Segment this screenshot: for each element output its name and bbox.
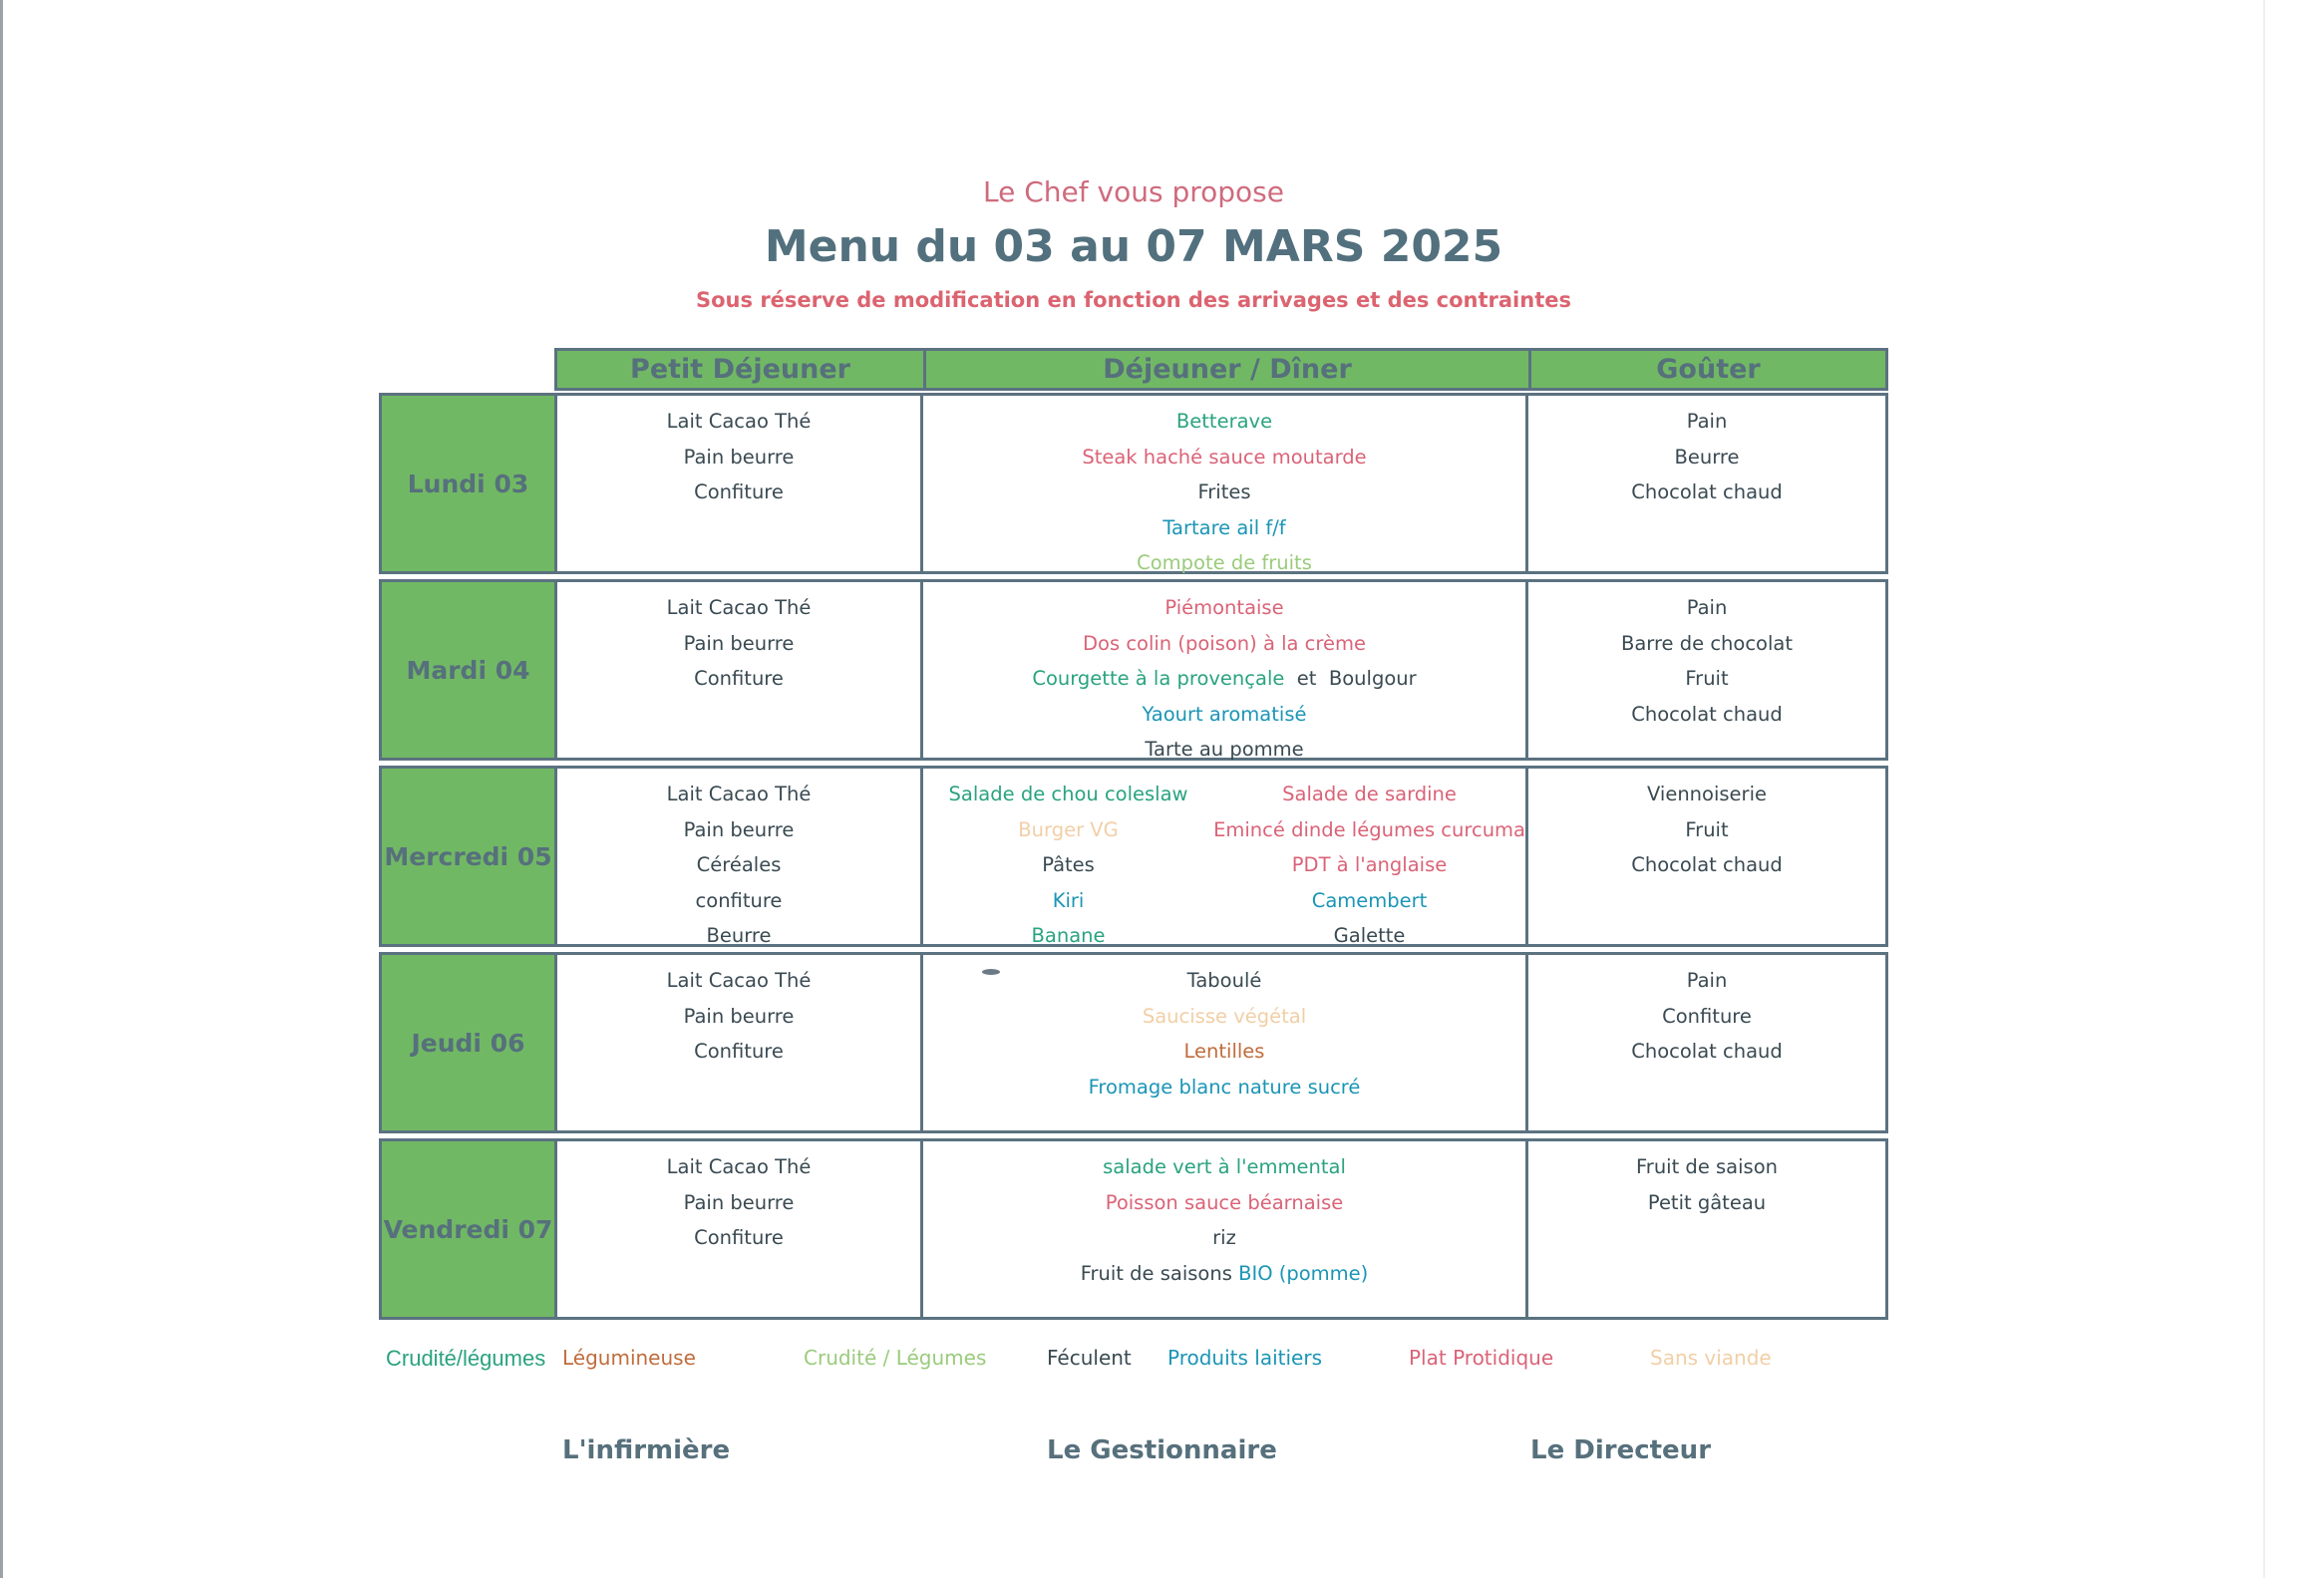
day-label: Mercredi 05 (382, 769, 557, 944)
menu-item: Lait Cacao Thé (666, 410, 812, 433)
reserve-note: Sous réserve de modification en fonction des arrivages et des contraintes (696, 288, 1571, 312)
menu-item: Lait Cacao Thé (666, 783, 812, 805)
menu-item: Barre de chocolat (1620, 631, 1794, 655)
menu-item: Salade de sardine (1282, 783, 1457, 805)
menu-item-line (1032, 661, 1416, 697)
breakfast-cell (557, 582, 923, 758)
menu-item: Emincé dinde légumes curcuma (1213, 817, 1525, 841)
menu-item: Frites (1197, 480, 1251, 503)
breakfast-cell (557, 1141, 923, 1317)
menu-item: Pain beurre (683, 445, 795, 469)
menu-item: Confiture (1662, 1004, 1752, 1028)
color-legend (0, 1346, 2324, 1376)
lunch-cell (923, 955, 1528, 1130)
menu-item: Pain (1686, 969, 1728, 992)
day-label: Lundi 03 (382, 396, 557, 571)
menu-item: Céréales (696, 853, 782, 876)
snack-cell (1528, 396, 1885, 571)
menu-item: Pain beurre (683, 631, 795, 655)
column-header-breakfast: Petit Déjeuner (630, 354, 850, 385)
menu-item: Fruit de saisons (1080, 1261, 1232, 1285)
menu-item-connector: et (1296, 667, 1317, 690)
lunch-cell (923, 1141, 1528, 1317)
menu-item: Pâtes (1042, 853, 1095, 876)
breakfast-cell (557, 396, 923, 571)
menu-item: Beurre (706, 924, 772, 947)
legend-plat-protidique: Plat Protidique (1409, 1346, 1554, 1370)
menu-item: Lait Cacao Thé (666, 596, 812, 619)
day-row-vendredi (379, 1138, 1888, 1320)
menu-item: Fruit de saison (1636, 1155, 1778, 1178)
menu-item: Beurre (1674, 445, 1740, 469)
menu-item: PDT à l'anglaise (1291, 853, 1448, 876)
menu-column-headers (554, 348, 1888, 391)
lunch-cell (923, 582, 1528, 761)
menu-item: Dos colin (poison) à la crème (1083, 631, 1366, 655)
menu-item: Confiture (694, 1040, 784, 1063)
subtitle: Le Chef vous propose (983, 175, 1284, 208)
menu-item-line (1081, 1256, 1369, 1292)
menu-item: Chocolat chaud (1631, 702, 1783, 726)
menu-item: Pain beurre (683, 817, 795, 841)
column-header-snack: Goûter (1528, 351, 1885, 388)
menu-item: Pain beurre (683, 1190, 795, 1214)
menu-item: Pain (1686, 410, 1728, 433)
menu-item: Courgette à la provençale (1032, 667, 1285, 690)
menu-item: Lait Cacao Thé (666, 1155, 812, 1178)
snack-cell (1528, 582, 1885, 758)
day-row-jeudi (379, 952, 1888, 1133)
legend-legumineuse: Légumineuse (562, 1346, 696, 1370)
day-row-lundi (379, 393, 1888, 574)
signature-gestionnaire: Le Gestionnaire (1047, 1435, 1277, 1465)
legend-produits-laitiers: Produits laitiers (1167, 1346, 1322, 1370)
scan-speck (982, 969, 1000, 975)
menu-item: Steak haché sauce moutarde (1082, 445, 1367, 469)
menu-item: Saucisse végétal (1142, 1004, 1307, 1028)
menu-item: Taboulé (1186, 969, 1262, 992)
menu-item: Poisson sauce béarnaise (1105, 1190, 1344, 1214)
menu-item: Tarte au pomme (1145, 738, 1304, 761)
menu-item: Pain (1686, 596, 1728, 619)
menu-item: Kiri (1052, 888, 1085, 912)
snack-cell (1528, 955, 1885, 1130)
menu-item: Banane (1031, 924, 1106, 947)
legend-feculent: Féculent (1047, 1346, 1132, 1370)
legend-crudite-legumes: Crudité / Légumes (804, 1346, 987, 1370)
menu-item-label: BIO (pomme) (1238, 1261, 1369, 1285)
menu-item: Lait Cacao Thé (666, 969, 812, 992)
menu-item: Confiture (694, 667, 784, 690)
menu-item: riz (1212, 1226, 1236, 1249)
lunch-cell (923, 769, 1528, 947)
menu-item: Chocolat chaud (1631, 480, 1783, 503)
menu-item: Galette (1333, 924, 1406, 947)
day-row-mercredi (379, 766, 1888, 947)
menu-item: Yaourt aromatisé (1142, 702, 1307, 726)
menu-item: Camembert (1311, 888, 1428, 912)
day-label: Jeudi 06 (382, 955, 557, 1130)
day-label: Vendredi 07 (382, 1141, 557, 1317)
signature-directeur: Le Directeur (1530, 1435, 1712, 1465)
legend-crudite: Crudité/légumes (386, 1346, 546, 1371)
menu-item: Boulgour (1328, 667, 1417, 690)
menu-item: Petit gâteau (1647, 1190, 1767, 1214)
menu-item: Pain beurre (683, 1004, 795, 1028)
menu-item: Salade de chou coleslaw (948, 783, 1188, 805)
column-header-lunch: Déjeuner / Dîner (923, 351, 1528, 388)
breakfast-cell (557, 769, 923, 947)
menu-item: Betterave (1175, 410, 1273, 433)
lunch-cell (923, 396, 1528, 574)
signature-infirmiere: L'infirmière (562, 1435, 731, 1465)
menu-item: Burger VG (1018, 817, 1119, 841)
menu-item: Fromage blanc nature sucré (1088, 1075, 1361, 1099)
page-title: Menu du 03 au 07 MARS 2025 (764, 221, 1503, 272)
menu-item: Chocolat chaud (1631, 1040, 1783, 1063)
menu-item: Chocolat chaud (1631, 853, 1783, 876)
breakfast-cell (557, 955, 923, 1130)
day-label: Mardi 04 (382, 582, 557, 758)
menu-item: confiture (695, 888, 783, 912)
menu-item: Lentilles (1183, 1040, 1265, 1063)
lunch-option-left (923, 769, 1213, 947)
lunch-option-right (1213, 769, 1525, 947)
snack-cell (1528, 1141, 1885, 1317)
menu-item: Confiture (694, 1226, 784, 1249)
menu-item: Fruit (1685, 817, 1729, 841)
day-row-mardi (379, 579, 1888, 761)
menu-item: Compote de fruits (1137, 551, 1312, 574)
snack-cell (1528, 769, 1885, 944)
menu-item: Fruit (1685, 667, 1729, 690)
menu-item: Viennoiserie (1647, 783, 1767, 805)
menu-item: salade vert à l'emmental (1103, 1155, 1346, 1178)
legend-sans-viande: Sans viande (1650, 1346, 1772, 1370)
menu-item: Tartare ail f/f (1162, 515, 1286, 539)
menu-item: Confiture (694, 480, 784, 503)
menu-item: Piémontaise (1164, 596, 1284, 619)
